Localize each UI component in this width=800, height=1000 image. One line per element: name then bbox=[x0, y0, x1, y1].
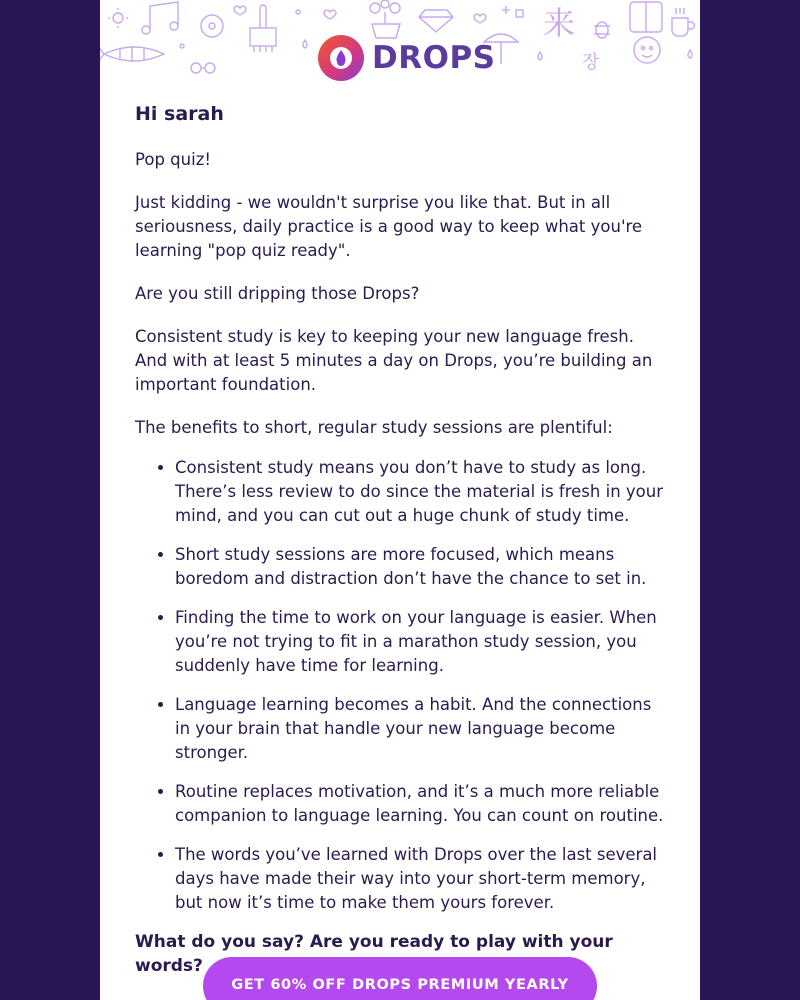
benefits-list bbox=[135, 456, 665, 915]
dot-icon-2 bbox=[180, 44, 184, 48]
drop-icon bbox=[303, 40, 307, 48]
paragraph: Consistent study is key to keeping your new language fresh. And with at least 5 minutes a day on Drops, you’re building an important foundation. bbox=[135, 327, 653, 394]
paint-brush-icon bbox=[250, 5, 276, 52]
music-note-icon bbox=[142, 2, 178, 34]
get-premium-button[interactable]: GET 60% OFF DROPS PREMIUM YEARLY bbox=[203, 957, 597, 1000]
bug-icon bbox=[594, 22, 610, 38]
flower-pot-icon bbox=[370, 0, 400, 38]
diamond-icon bbox=[419, 10, 453, 32]
disc-icon bbox=[201, 15, 223, 37]
cjk-glyph: 来 bbox=[543, 4, 576, 42]
dot-icon bbox=[296, 10, 300, 14]
list-item: • Short study sessions are more focused, which means boredom and distraction don’t have the chance to set in. bbox=[175, 543, 665, 591]
sun-icon bbox=[108, 8, 128, 28]
cta-container bbox=[203, 957, 597, 1000]
heart-icon-2 bbox=[324, 10, 336, 19]
email-header bbox=[100, 0, 700, 88]
glasses-icon bbox=[191, 63, 215, 73]
greeting: Hi sarah bbox=[135, 103, 224, 125]
drop-icon-3 bbox=[688, 50, 692, 58]
drops-logo bbox=[318, 35, 496, 81]
fish-icon bbox=[100, 46, 164, 62]
paragraph: Are you still dripping those Drops? bbox=[135, 284, 420, 303]
sparkle-icon bbox=[502, 6, 523, 17]
paragraph: Just kidding - we wouldn't surprise you like that. But in all seriousness, daily practice is a good way to keep what you're learning "pop quiz ready". bbox=[135, 193, 643, 260]
coffee-cup-icon bbox=[672, 8, 695, 36]
heart-icon-3 bbox=[474, 14, 486, 23]
email-card bbox=[100, 0, 700, 1000]
list-item: • Routine replaces motivation, and it’s a much more reliable companion to language learning. You can count on routine. bbox=[175, 780, 665, 828]
jar-icon bbox=[630, 2, 662, 32]
face-icon bbox=[634, 37, 660, 63]
list-item: • The words you’ve learned with Drops over the last several days have made their way into your short-term memory, but now it’s time to make them yours forever. bbox=[175, 843, 665, 915]
heart-icon bbox=[234, 6, 246, 15]
list-item: • Finding the time to work on your language is easier. When you’re not trying to fit in a marathon study session, you suddenly have time for learning. bbox=[175, 606, 665, 678]
drops-logo-mark-icon bbox=[318, 35, 364, 81]
drop-icon-2 bbox=[538, 52, 542, 60]
hangul-glyph: 장 bbox=[582, 52, 600, 73]
paragraph: Pop quiz! bbox=[135, 150, 211, 169]
closing-question: What do you say? Are you ready to play with your words? bbox=[135, 932, 613, 976]
drops-logo-text: DROPS bbox=[372, 40, 496, 76]
list-item: • Language learning becomes a habit. And the connections in your brain that handle your new language become stronger. bbox=[175, 693, 665, 765]
list-item: • Consistent study means you don’t have to study as long. There’s less review to do since the material is fresh in your mind, and you can cut out a huge chunk of study time. bbox=[175, 456, 665, 528]
paragraph: The benefits to short, regular study sessions are plentiful: bbox=[135, 418, 613, 437]
email-body bbox=[135, 100, 665, 997]
